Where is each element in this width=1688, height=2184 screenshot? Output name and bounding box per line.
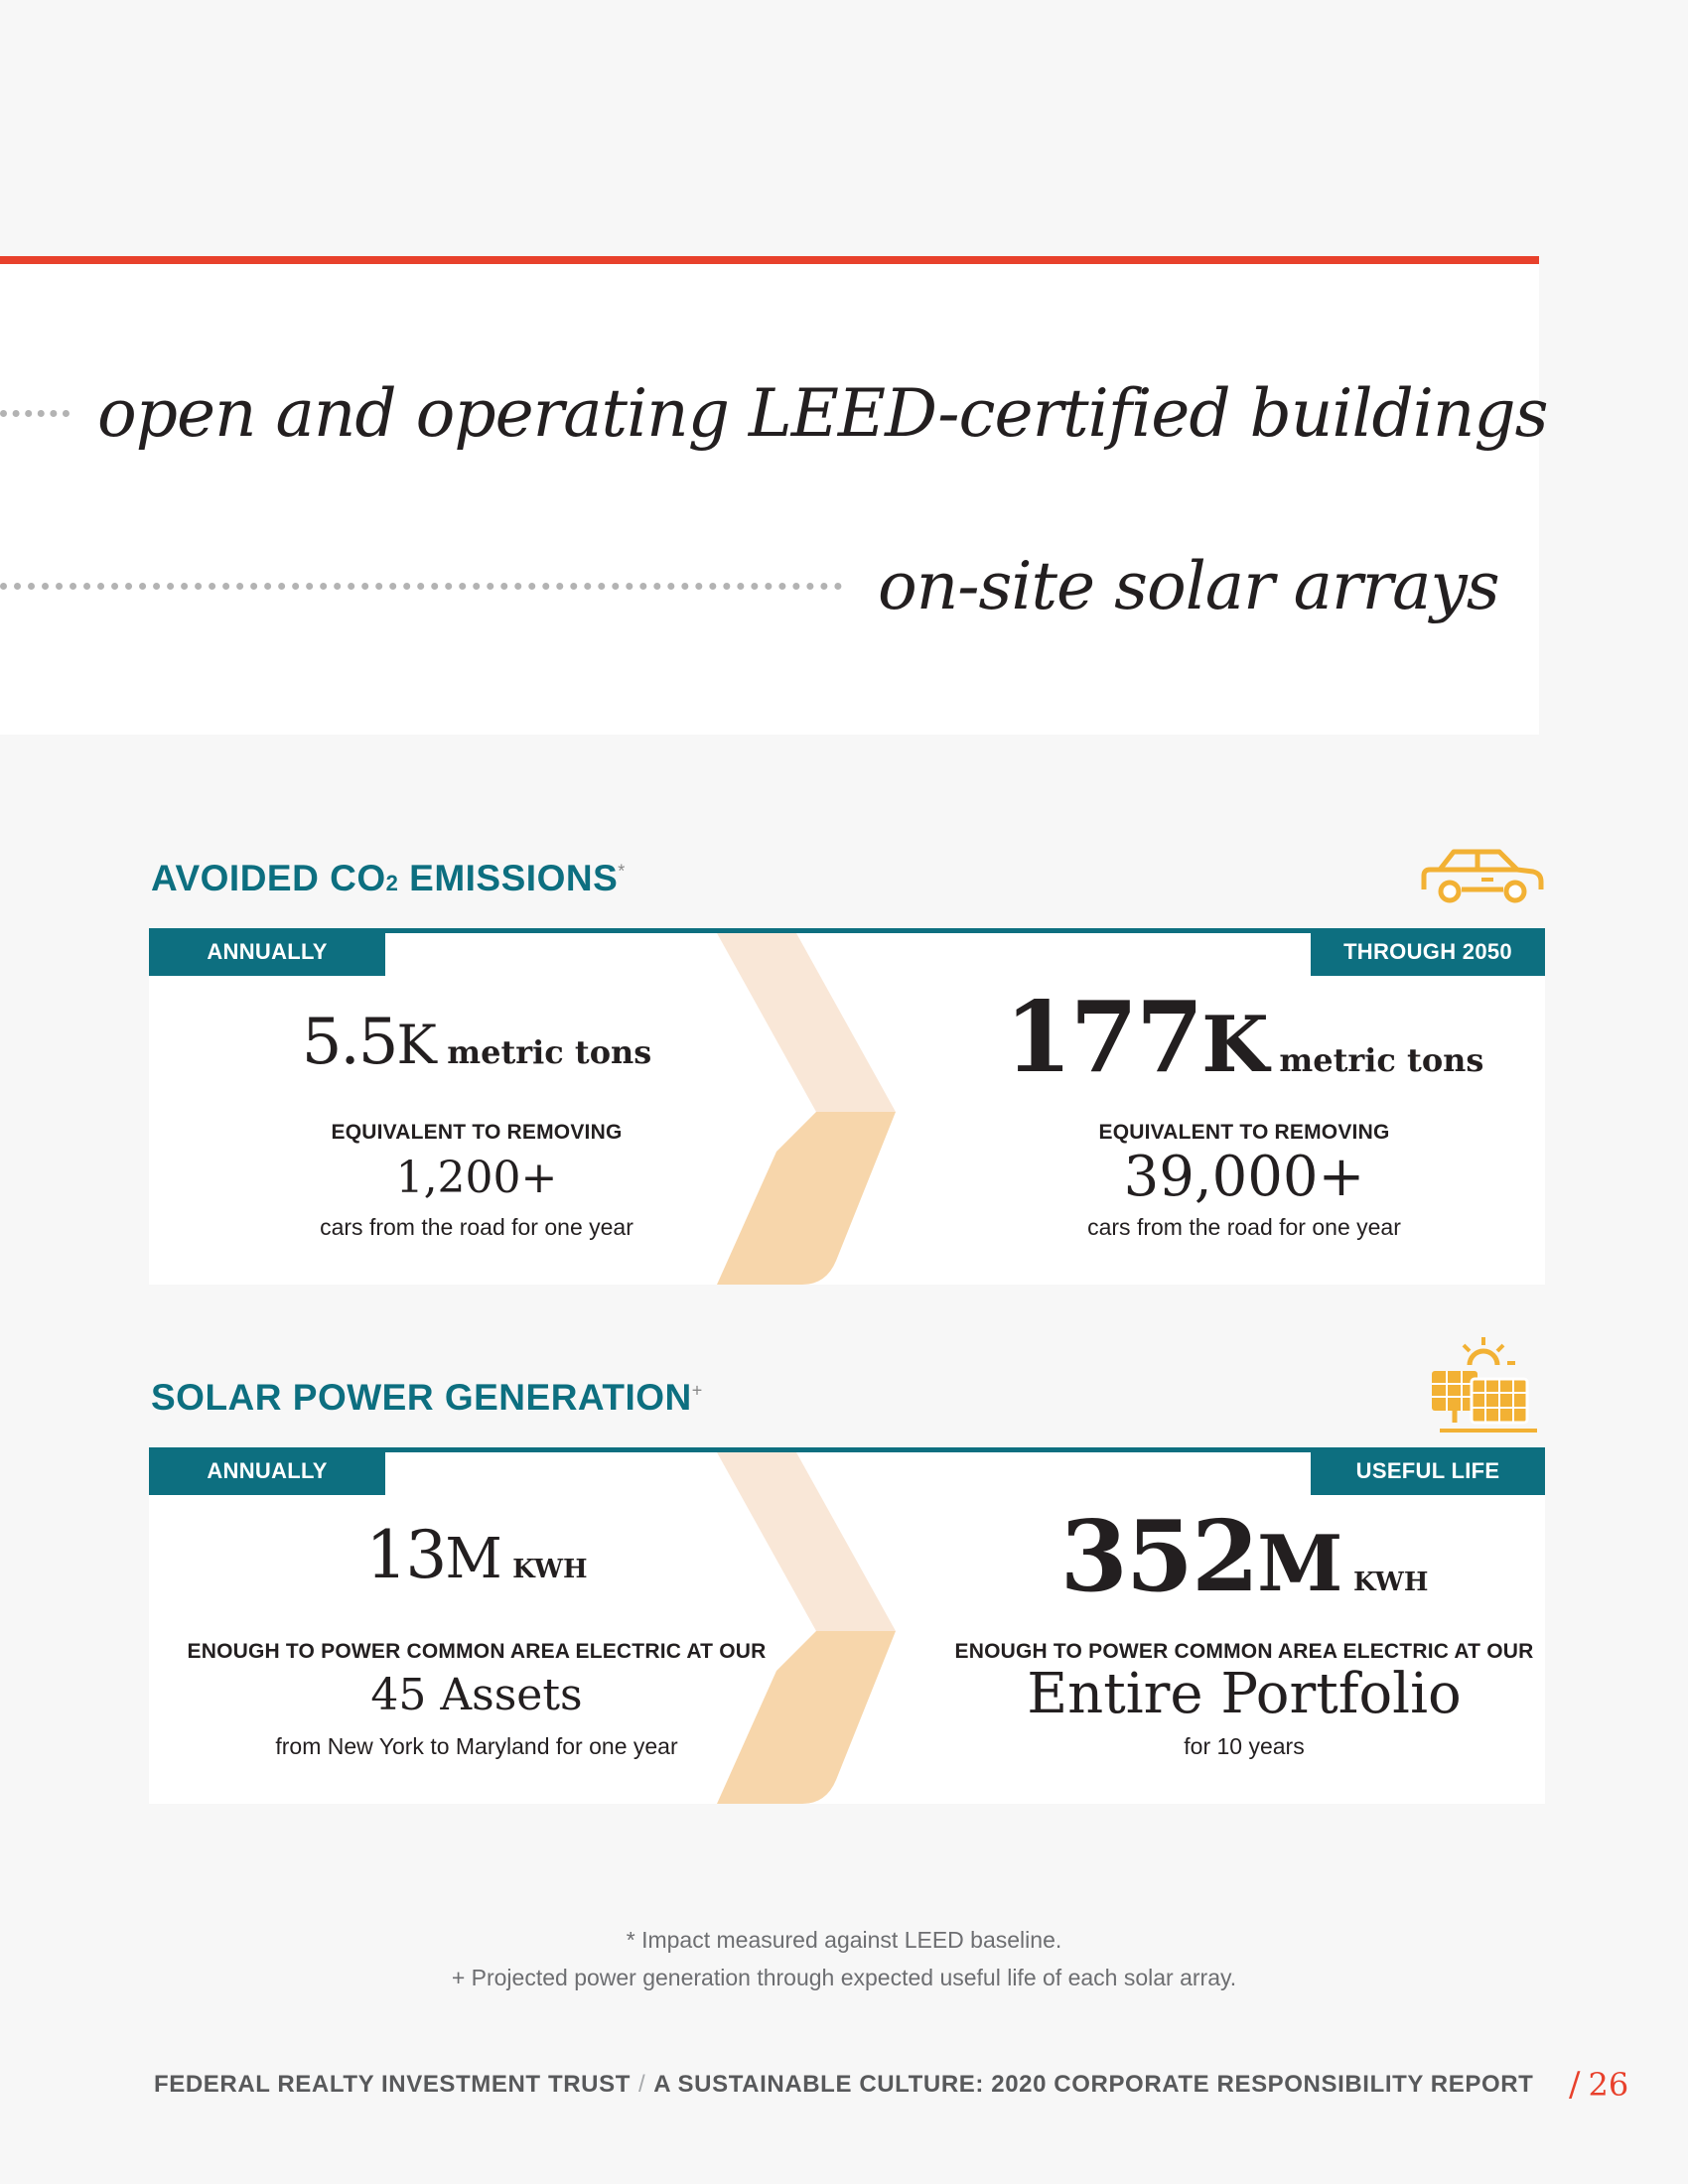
page-divider: / [1569, 2065, 1581, 2105]
equivalent-label: EQUIVALENT TO REMOVING [331, 1121, 623, 1144]
big-suffix: K [396, 1014, 435, 1076]
unit-label: metric tons [1279, 1041, 1484, 1079]
tab-annually: ANNUALLY [149, 1447, 385, 1495]
solar-panel-icon [1430, 1335, 1541, 1439]
assets-description: from New York to Maryland for one year [275, 1733, 678, 1759]
unit-label: KWH [512, 1555, 588, 1584]
title-text-end: EMISSIONS [398, 858, 619, 898]
unit-label: metric tons [447, 1033, 652, 1071]
title-subscript: 2 [385, 871, 399, 895]
leed-solar-card [0, 256, 1548, 735]
footnote-marker: * [618, 861, 626, 882]
equivalent-label: ENOUGH TO POWER COMMON AREA ELECTRIC AT OUR [187, 1640, 767, 1663]
footer-org: FEDERAL REALTY INVESTMENT TRUST [154, 2071, 631, 2098]
solar-useful-life-column [943, 1495, 1545, 1804]
annual-emissions-value [149, 1006, 804, 1079]
solar-arrays-label: on-site solar arrays [878, 547, 1499, 624]
leed-buildings-label: open and operating LEED-certified buildings [97, 374, 1548, 452]
equivalent-label: ENOUGH TO POWER COMMON AREA ELECTRIC AT OUR [954, 1640, 1534, 1663]
useful-life-solar-value [943, 1500, 1545, 1614]
big-number: 5.5 [301, 1006, 397, 1079]
big-number: 177 [1004, 981, 1202, 1095]
unit-label: KWH [1352, 1568, 1429, 1597]
emissions-section-title [151, 858, 626, 899]
leed-buildings-row [0, 363, 1548, 463]
title-text: SOLAR POWER GENERATION [151, 1377, 692, 1418]
car-icon [1418, 846, 1545, 910]
footer-divider: / [637, 2071, 646, 2098]
big-suffix: M [445, 1527, 500, 1591]
title-text: AVOIDED CO [151, 858, 386, 898]
page-number-value: 26 [1588, 2066, 1629, 2104]
big-suffix: M [1257, 1519, 1341, 1609]
dotted-leader [0, 410, 70, 417]
big-suffix: K [1201, 1000, 1267, 1090]
footnote-marker: + [691, 1380, 703, 1401]
portfolio-powered-value: Entire Portfolio [1027, 1662, 1462, 1726]
report-footer [154, 2071, 1533, 2099]
big-number: 352 [1059, 1500, 1258, 1614]
cars-description: cars from the road for one year [1087, 1214, 1401, 1240]
footer-report-title: A SUSTAINABLE CULTURE: 2020 CORPORATE RESPONSIBILITY REPORT [653, 2071, 1534, 2098]
tab-useful-life: USEFUL LIFE [1311, 1447, 1545, 1495]
assets-powered-value: 45 Assets [370, 1670, 583, 1720]
page-number [1569, 2065, 1628, 2105]
footnotes [0, 1921, 1688, 1996]
red-accent-rule [0, 256, 1539, 264]
emissions-2050-value [943, 981, 1545, 1095]
tab-annually: ANNUALLY [149, 928, 385, 976]
footnote-leed-baseline: * Impact measured against LEED baseline. [626, 1927, 1062, 1953]
cars-description: cars from the road for one year [320, 1214, 633, 1240]
footnote-projected-power: + Projected power generation through expected useful life of each solar array. [451, 1965, 1237, 1990]
emissions-2050-column [943, 976, 1545, 1285]
emissions-annual-column [149, 976, 804, 1285]
big-number: 13 [365, 1517, 446, 1593]
solar-arrays-row [0, 536, 1499, 635]
solar-section-title [151, 1377, 703, 1419]
dotted-leader [0, 583, 842, 590]
solar-panel [149, 1447, 1545, 1804]
equivalent-label: EQUIVALENT TO REMOVING [1098, 1121, 1390, 1144]
cars-removed-value: 39,000+ [1123, 1145, 1365, 1209]
emissions-panel [149, 928, 1545, 1285]
tab-through-2050: THROUGH 2050 [1311, 928, 1545, 976]
portfolio-description: for 10 years [1184, 1733, 1305, 1759]
solar-annual-column [149, 1495, 804, 1804]
annual-solar-value [149, 1517, 804, 1593]
cars-removed-value: 1,200+ [395, 1153, 558, 1203]
